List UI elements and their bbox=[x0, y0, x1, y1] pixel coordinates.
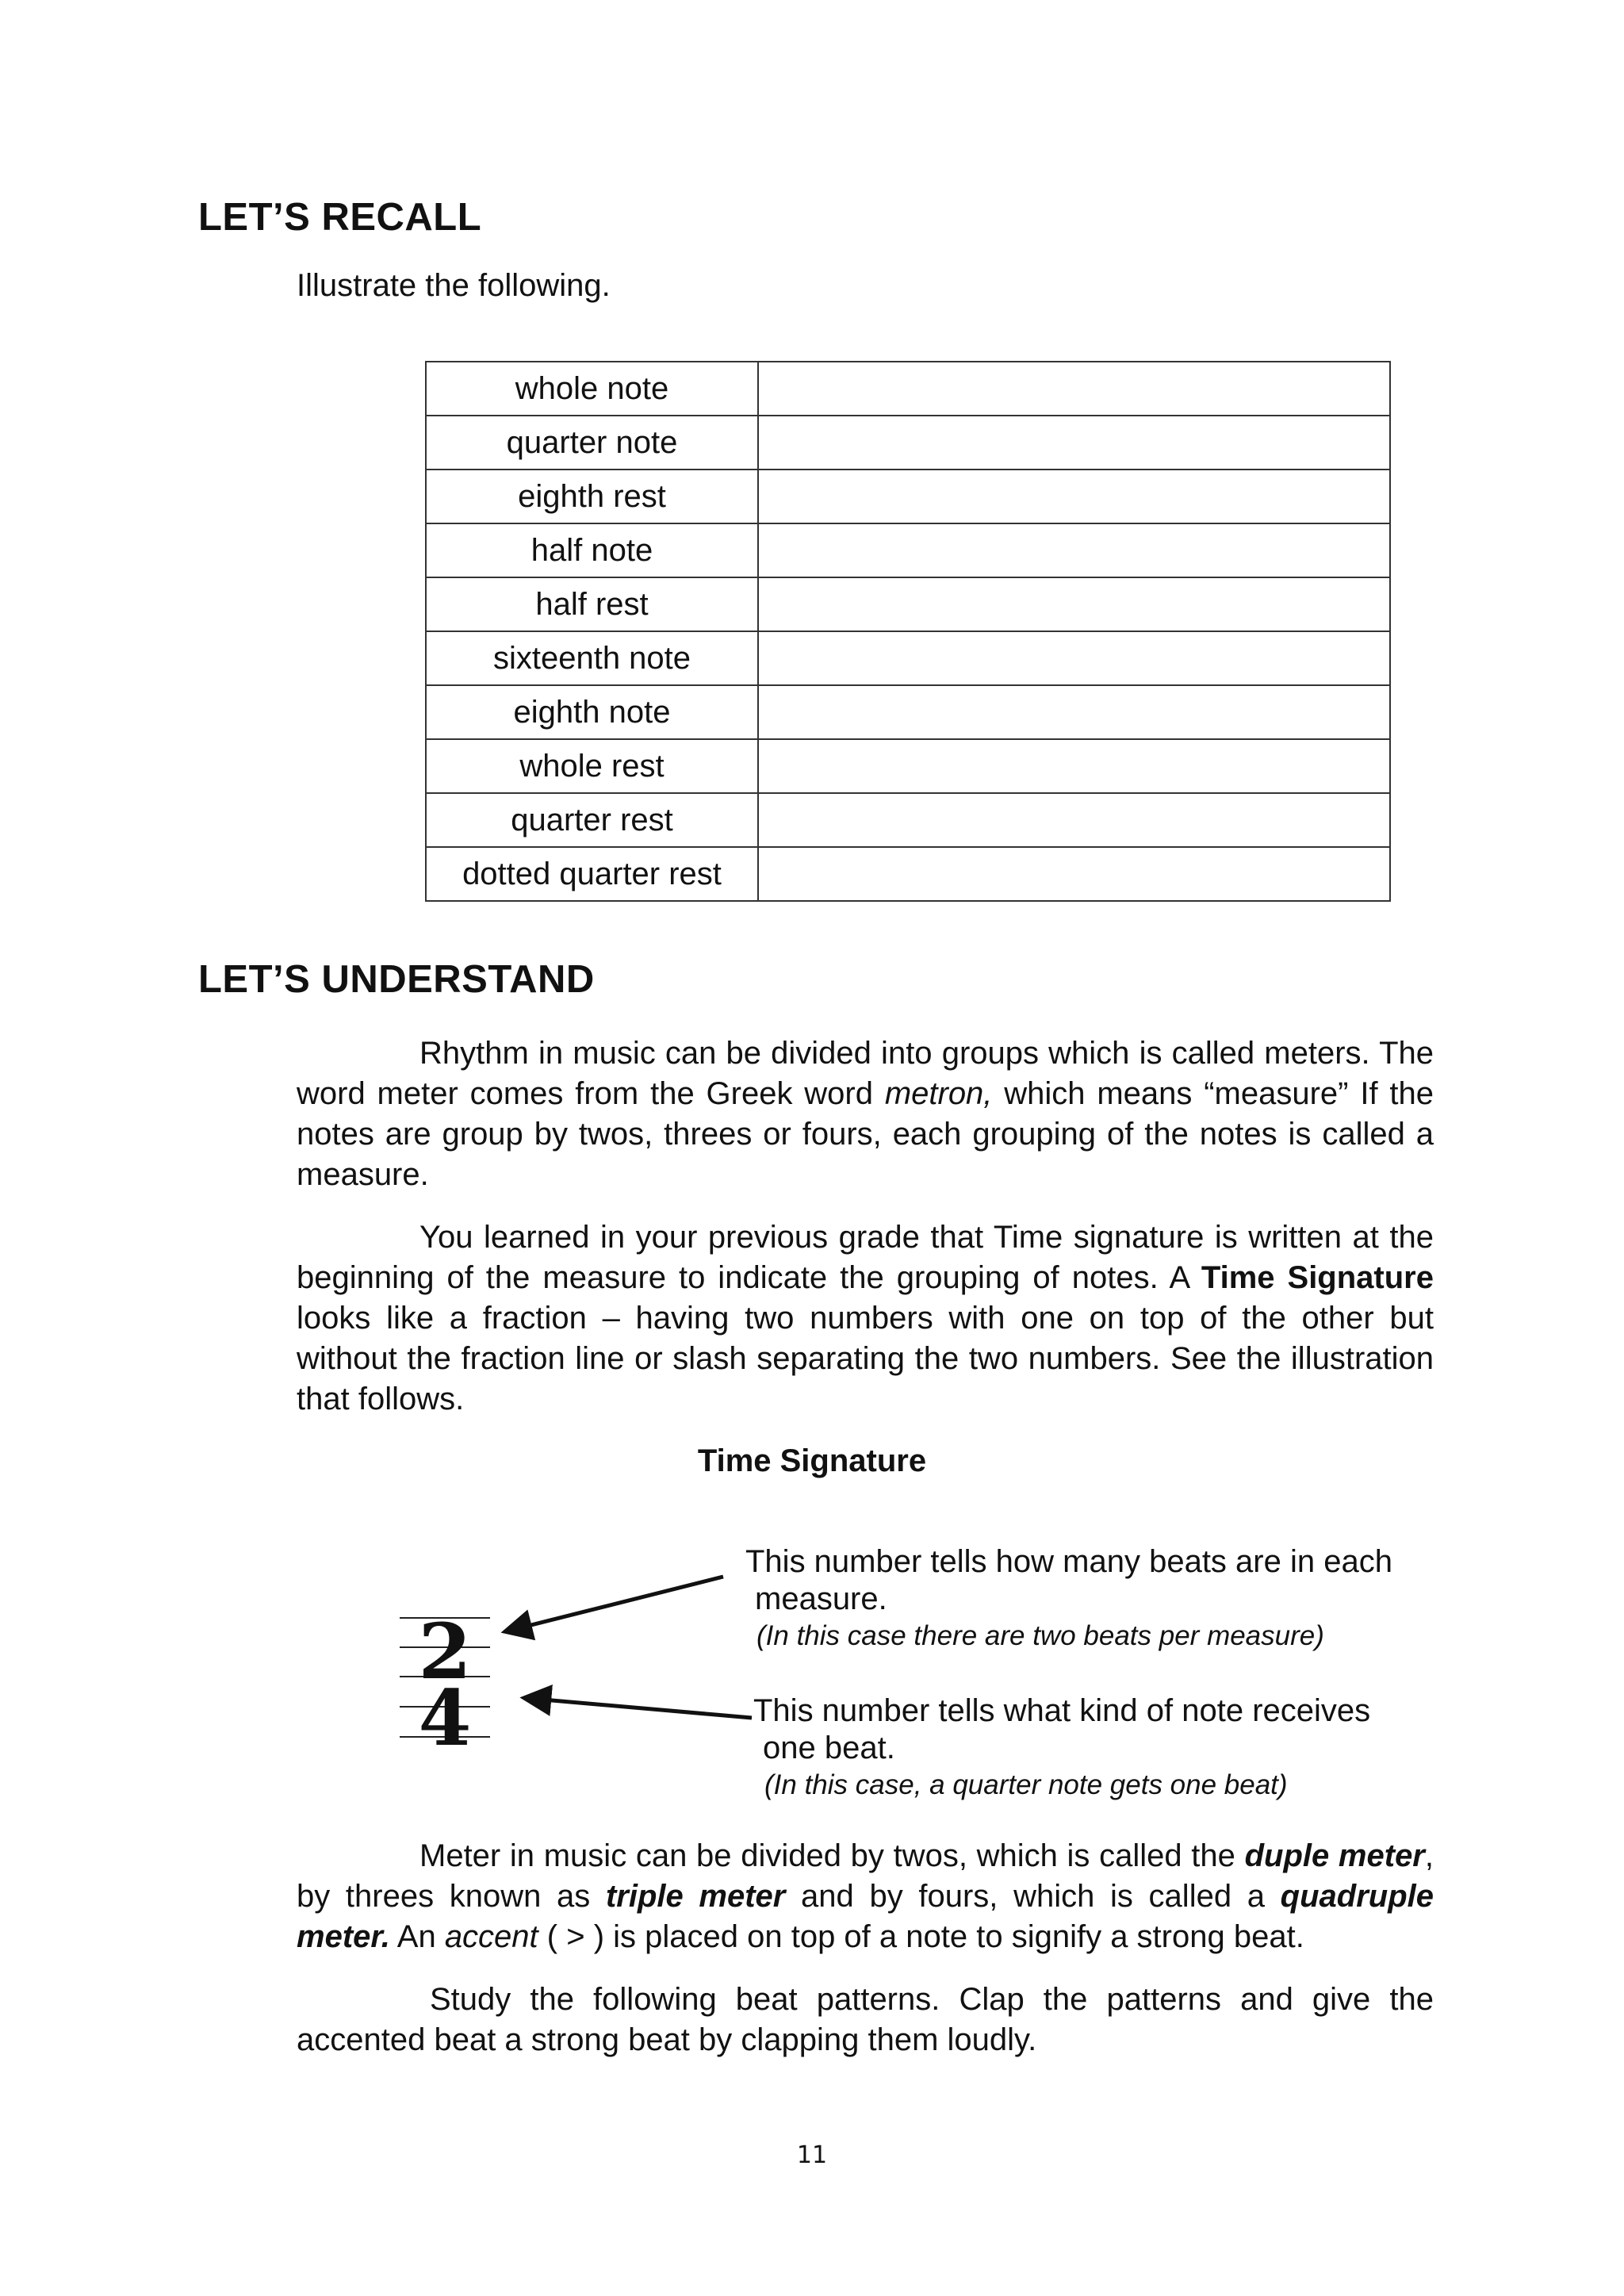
text-run: An bbox=[389, 1919, 445, 1954]
callout-note: (In this case there are two beats per measure) bbox=[756, 1620, 1324, 1651]
callout-top-number bbox=[745, 1543, 1392, 1654]
arrow-top bbox=[506, 1577, 723, 1631]
callout-line: measure. bbox=[755, 1581, 887, 1616]
term-duple-meter: duple meter bbox=[1244, 1838, 1425, 1873]
text-run: ( > ) is placed on top of a note to signify a strong beat. bbox=[538, 1919, 1304, 1954]
text-run: You learned in your previous grade that Time signature is written at the beginning of the measure to indicate the grouping of notes. A bbox=[297, 1220, 1434, 1295]
text-run: Meter in music can be divided by twos, which is called the bbox=[419, 1838, 1245, 1873]
page-number: 11 bbox=[796, 2141, 828, 2169]
figure-title: Time Signature bbox=[697, 1443, 927, 1478]
item-label: dotted quarter rest bbox=[426, 847, 758, 901]
item-label: half note bbox=[426, 523, 758, 577]
callout-line: This number tells what kind of note receives bbox=[753, 1693, 1371, 1728]
term-triple-meter: triple meter bbox=[605, 1879, 786, 1914]
term-quadruple-meter: quadruple meter. bbox=[297, 1879, 1434, 1954]
paragraph-meter-types bbox=[297, 1836, 1434, 1957]
item-label: whole rest bbox=[426, 739, 758, 793]
recall-instruction: Illustrate the following. bbox=[297, 268, 611, 303]
callout-line: one beat. bbox=[763, 1731, 895, 1765]
callout-line: This number tells how many beats are in each bbox=[745, 1544, 1392, 1579]
text-run: and by fours, which is called a bbox=[785, 1879, 1281, 1914]
item-label: quarter rest bbox=[426, 793, 758, 847]
item-label: whole note bbox=[426, 362, 758, 416]
top-number: 2 bbox=[418, 1607, 472, 1696]
arrow-bottom bbox=[525, 1698, 752, 1718]
bold-time-signature: Time Signature bbox=[1201, 1260, 1434, 1295]
paragraph-beat-patterns bbox=[297, 1980, 1434, 2060]
callout-note: (In this case, a quarter note gets one beat) bbox=[764, 1769, 1288, 1800]
item-label: eighth note bbox=[426, 685, 758, 739]
item-label: half rest bbox=[426, 577, 758, 631]
term-accent: accent bbox=[444, 1919, 538, 1954]
item-label: sixteenth note bbox=[426, 631, 758, 685]
text-run: , by threes known as bbox=[297, 1838, 1434, 1914]
emphasis-metron: metron, bbox=[884, 1076, 993, 1111]
lets-recall-heading: LET’S RECALL bbox=[198, 196, 482, 239]
text-run: looks like a fraction – having two numbers with one on top of the other but without the fraction line or slash separating the two numbers. See the illustration that follows. bbox=[297, 1301, 1434, 1416]
bottom-number: 4 bbox=[418, 1673, 472, 1762]
lets-understand-heading: LET’S UNDERSTAND bbox=[198, 958, 595, 1001]
callout-bottom-number bbox=[753, 1692, 1370, 1803]
item-label: eighth rest bbox=[426, 470, 758, 523]
text-run: Rhythm in music can be divided into groups which is called meters. The word meter comes from the Greek word bbox=[297, 1036, 1434, 1111]
text-run: which means “measure” If the notes are group by twos, threes or fours, each grouping of the notes is called a measure. bbox=[297, 1076, 1434, 1192]
item-label: quarter note bbox=[426, 416, 758, 470]
text-run: Study the following beat patterns. Clap the patterns and give the accented beat a strong beat by clapping them loudly. bbox=[297, 1982, 1434, 2057]
